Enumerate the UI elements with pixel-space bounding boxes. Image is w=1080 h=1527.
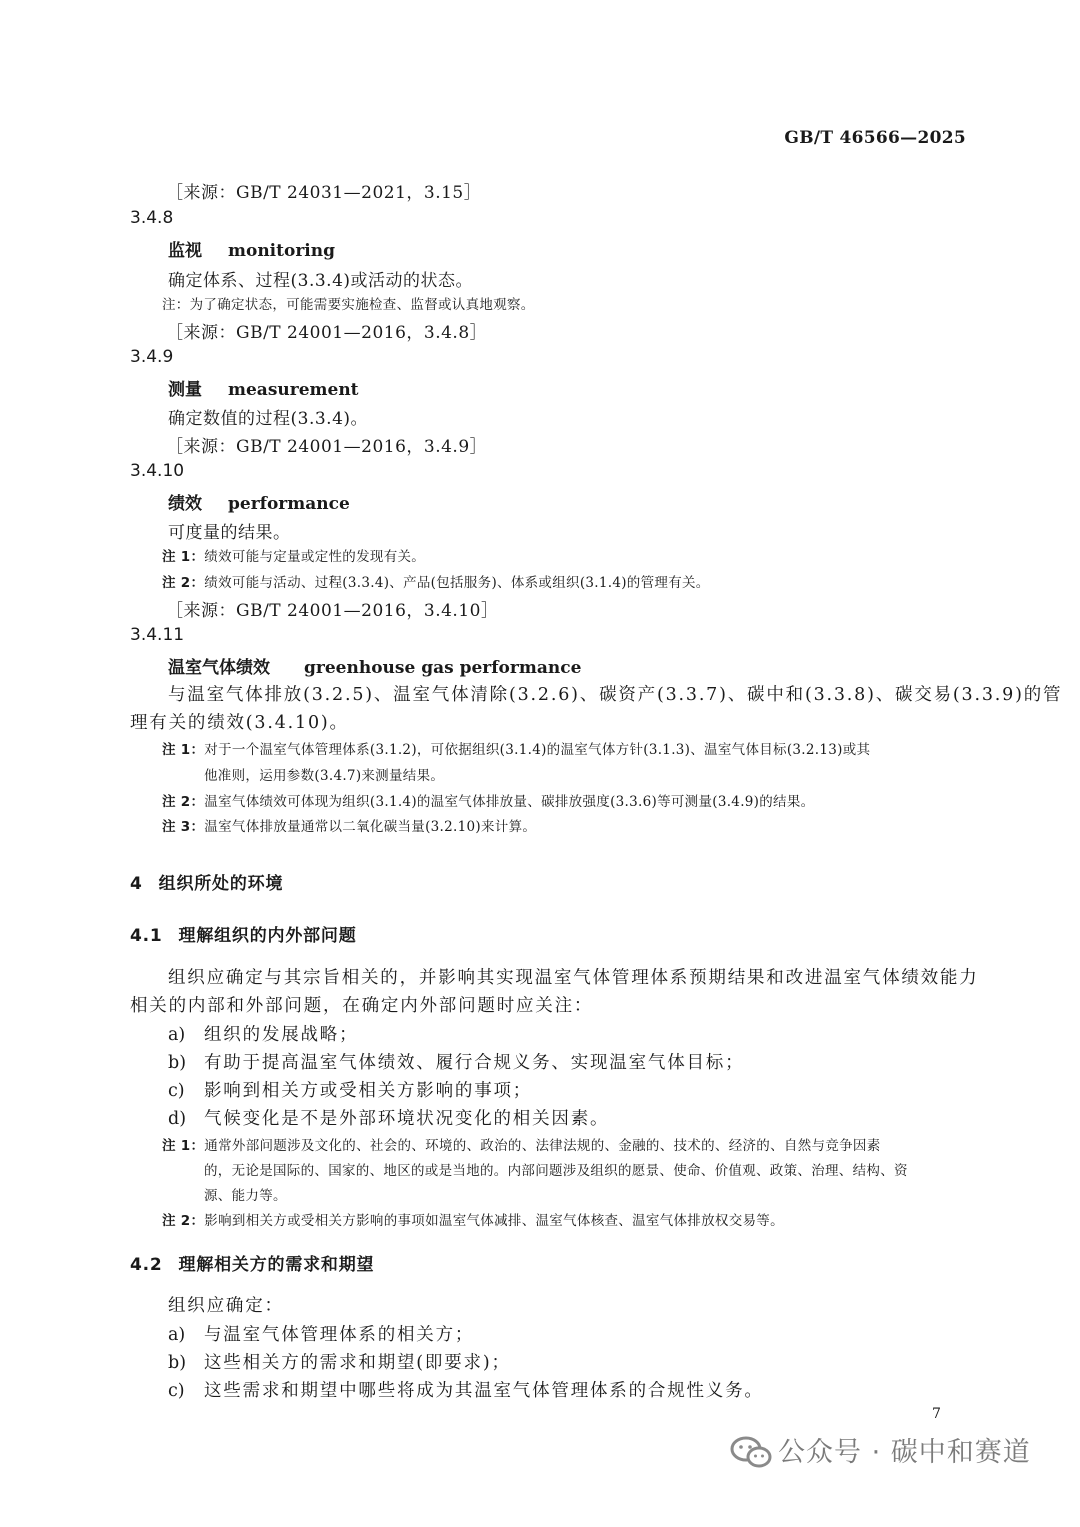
note-tag: 注 2： bbox=[162, 794, 205, 810]
term-chinese: 测量 bbox=[168, 380, 202, 400]
source-reference: ［来源：GB/T 24001—2016，3.4.10］ bbox=[166, 601, 499, 621]
clause-number: 3.4.8 bbox=[130, 208, 174, 228]
note bbox=[162, 815, 536, 835]
source-reference: ［来源：GB/T 24031—2021，3.15］ bbox=[166, 183, 482, 203]
term-chinese: 监视 bbox=[168, 241, 202, 261]
note-tag: 注 3： bbox=[162, 819, 205, 835]
wechat-icon bbox=[730, 1434, 774, 1472]
list-text: 组织的发展战略； bbox=[204, 1025, 359, 1045]
list-label: b) bbox=[168, 1353, 187, 1373]
note bbox=[162, 790, 814, 810]
term-heading bbox=[168, 653, 581, 678]
note-tag: 注 1： bbox=[162, 549, 205, 565]
list-label: a) bbox=[168, 1325, 186, 1345]
note: 注：为了确定状态，可能需要实施检查、监督或认真地观察。 bbox=[162, 297, 535, 313]
source-reference: ［来源：GB/T 24001—2016，3.4.8］ bbox=[166, 323, 488, 343]
subsection-heading bbox=[130, 921, 357, 946]
clause-number: 3.4.9 bbox=[130, 347, 174, 367]
list-item bbox=[168, 1349, 511, 1374]
note-tag: 注 1： bbox=[162, 1138, 205, 1154]
list-label: c) bbox=[168, 1381, 185, 1401]
document-code: GB/T 46566—2025 bbox=[784, 128, 966, 148]
list-text: 这些相关方的需求和期望(即要求)； bbox=[204, 1353, 511, 1373]
list-item bbox=[168, 1077, 532, 1102]
term-chinese: 绩效 bbox=[168, 494, 202, 514]
note-text: 通常外部问题涉及文化的、社会的、环境的、政治的、法律法规的、金融的、技术的、经济的、自然与竞争因素 bbox=[204, 1138, 881, 1154]
list-item bbox=[168, 1321, 474, 1346]
term-definition: 确定数值的过程(3.3.4)。 bbox=[168, 409, 369, 429]
note bbox=[162, 571, 710, 591]
term-english: greenhouse gas performance bbox=[304, 658, 582, 678]
section-number: 4 bbox=[130, 874, 143, 894]
term-definition-continued: 理有关的绩效(3.4.10)。 bbox=[130, 713, 349, 733]
list-item bbox=[168, 1049, 744, 1074]
note-text: 温室气体排放量通常以二氧化碳当量(3.2.10)来计算。 bbox=[204, 819, 537, 835]
term-definition: 与温室气体排放(3.2.5)、温室气体清除(3.2.6)、碳资产(3.3.7)、碳中和(3.3.8)、碳交易(3.3.9)的管 bbox=[168, 685, 1063, 705]
term-heading bbox=[168, 236, 335, 261]
paragraph: 组织应确定与其宗旨相关的，并影响其实现温室气体管理体系预期结果和改进温室气体绩效能力 bbox=[168, 968, 979, 988]
list-text: 与温室气体管理体系的相关方； bbox=[204, 1325, 475, 1345]
note-text: 影响到相关方或受相关方影响的事项如温室气体减排、温室气体核查、温室气体排放权交易等。 bbox=[204, 1213, 784, 1229]
section-title: 组织所处的环境 bbox=[158, 874, 284, 894]
note-tag: 注 2： bbox=[162, 575, 205, 591]
paragraph: 组织应确定： bbox=[168, 1296, 284, 1316]
watermark-text: 公众号 · 碳中和赛道 bbox=[778, 1437, 1031, 1468]
note-continued: 源、能力等。 bbox=[204, 1188, 287, 1204]
list-label: d) bbox=[168, 1109, 187, 1129]
note-tag: 注 1： bbox=[162, 742, 205, 758]
term-definition: 可度量的结果。 bbox=[168, 523, 291, 543]
list-text: 气候变化是不是外部环境状况变化的相关因素。 bbox=[204, 1109, 610, 1129]
term-heading bbox=[168, 375, 359, 400]
list-item bbox=[168, 1021, 358, 1046]
watermark bbox=[730, 1422, 1060, 1482]
section-number: 4.1 bbox=[130, 926, 163, 946]
list-item bbox=[168, 1105, 609, 1130]
note bbox=[162, 738, 870, 758]
section-number: 4.2 bbox=[130, 1255, 163, 1275]
subsection-heading bbox=[130, 1250, 374, 1275]
note bbox=[162, 1134, 881, 1154]
note-tag: 注 2： bbox=[162, 1213, 205, 1229]
term-english: measurement bbox=[228, 380, 359, 400]
note bbox=[162, 545, 425, 565]
list-text: 有助于提高温室气体绩效、履行合规义务、实现温室气体目标； bbox=[204, 1053, 745, 1073]
list-label: b) bbox=[168, 1053, 187, 1073]
clause-number: 3.4.11 bbox=[130, 625, 185, 645]
note-text: 对于一个温室气体管理体系(3.1.2)，可依据组织(3.1.4)的温室气体方针(3.1.3)、温室气体目标(3.2.13)或其 bbox=[204, 742, 871, 758]
list-text: 这些需求和期望中哪些将成为其温室气体管理体系的合规性义务。 bbox=[204, 1381, 764, 1401]
section-title: 理解组织的内外部问题 bbox=[178, 926, 357, 946]
source-reference: ［来源：GB/T 24001—2016，3.4.9］ bbox=[166, 437, 488, 457]
list-label: c) bbox=[168, 1081, 185, 1101]
paragraph-continued: 相关的内部和外部问题，在确定内外部问题时应关注： bbox=[130, 996, 594, 1016]
list-text: 影响到相关方或受相关方影响的事项； bbox=[204, 1081, 533, 1101]
note-text: 绩效可能与活动、过程(3.3.4)、产品(包括服务)、体系或组织(3.1.4)的管理有关。 bbox=[204, 575, 710, 591]
section-title: 理解相关方的需求和期望 bbox=[178, 1255, 375, 1275]
list-item bbox=[168, 1377, 764, 1402]
section-heading bbox=[130, 869, 283, 894]
term-english: performance bbox=[228, 494, 350, 514]
term-heading bbox=[168, 489, 350, 514]
term-chinese: 温室气体绩效 bbox=[168, 658, 270, 678]
note-text: 温室气体绩效可体现为组织(3.1.4)的温室气体排放量、碳排放强度(3.3.6)等可测量(3.4.9)的结果。 bbox=[204, 794, 815, 810]
note-continued: 他准则，运用参数(3.4.7)来测量结果。 bbox=[204, 768, 445, 784]
clause-number: 3.4.10 bbox=[130, 461, 185, 481]
term-definition: 确定体系、过程(3.3.4)或活动的状态。 bbox=[168, 271, 474, 291]
note bbox=[162, 1209, 784, 1229]
note-continued: 的，无论是国际的、国家的、地区的或是当地的。内部问题涉及组织的愿景、使命、价值观、政策、治理、结构、资 bbox=[204, 1163, 908, 1179]
list-label: a) bbox=[168, 1025, 186, 1045]
page-number: 7 bbox=[932, 1406, 941, 1422]
note-text: 绩效可能与定量或定性的发现有关。 bbox=[204, 549, 426, 565]
term-english: monitoring bbox=[228, 241, 335, 261]
